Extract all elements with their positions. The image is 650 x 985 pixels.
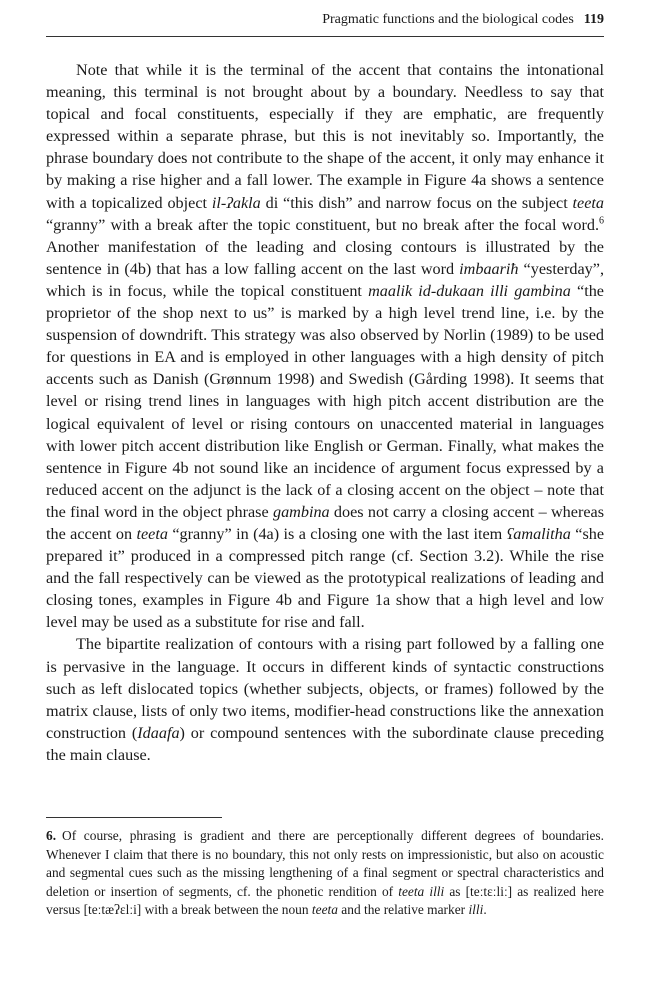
- term-amalitha: ʕamalitha: [506, 524, 571, 543]
- text-run: “yesterday”, which is in focus, while the topical constituent: [46, 259, 604, 300]
- footnote: [46, 827, 604, 920]
- text-run: and the relative marker: [337, 902, 469, 918]
- text-run: does not carry a closing accent – whereas the accent on: [46, 502, 605, 543]
- text-run: “the proprietor of the shop next to us” is marked by a high level trend line, i.e. by the suspension of downdrift. This strategy was also observed by Norlin (1989) to be used for questions in EA and is employed in other languages with a high density of pitch accents such as Danish (Grønnum 1998) and Swedish (Gårding 1998). It seems that level or rising trend lines in languages with high pitch accent distribution are the logical equivalent of level or rising contours on unaccented material in languages with lower pitch accent distribution like English or German. Finally, what makes the sentence in Figure 4b not sound like an incidence of argument focus expressed by a reduced accent on the adjunct is the lack of a closing accent on the object – note that the final word in the object phrase: [46, 281, 604, 521]
- text-run: Note that while it is the terminal of the accent that contains the intonational meaning, this terminal is not brought about by a boundary. Needless to say that topical and focal constituents, especially if they are emphatic, are frequently expressed within a separate phrase, but this is not inevitably so. Importantly, the phrase boundary does not contribute to the shape of the accent, it only may enhance it by making a rise higher and a fall lower. The example in Figure 4a shows a sentence with a topicalized object: [46, 61, 604, 212]
- footnote-marker: 6: [599, 215, 604, 227]
- text-run: “granny” with a break after the topic constituent, but no break after the focal word.: [46, 215, 599, 234]
- term-illi: illi: [468, 902, 484, 918]
- text-run: di “this dish” and narrow focus on the subject: [260, 193, 573, 212]
- text-run: Of course, phrasing is gradient and there are perceptionally different degrees of boundaries. Whenever I claim that there is no boundary, this not only rests on impressionistic, but also on acoustic and segmental cues such as the missing lengthening of a final segment or spectral characteristics and deletion or insertion of segments, cf. the phonetic rendition of: [46, 828, 604, 899]
- term-teeta: teeta: [311, 902, 338, 918]
- term-gambina: gambina: [272, 502, 330, 521]
- term-teeta: teeta: [572, 193, 604, 212]
- term-idaafa: Idaafa: [137, 723, 180, 742]
- footnote-6: [46, 827, 604, 920]
- term-teeta-illi: teeta illi: [398, 883, 445, 899]
- text-run: as [teːtɛːliː] as realized here versus [teːtæʔɛlːi] with a break between the noun: [46, 883, 604, 918]
- main-text: [46, 59, 604, 766]
- text-run: “granny” in (4a) is a closing one with the last item: [167, 524, 507, 543]
- text-run: .: [483, 902, 487, 918]
- text-run: The bipartite realization of contours with a rising part followed by a falling one is pervasive in the language. It occurs in different kinds of syntactic constructions such as left dislocated topics (whether subjects, objects, or frames) followed by the matrix clause, lists of only two items, modifier-head constructions like the annexation construction (: [46, 635, 604, 742]
- term-imbaarih: imbaariħ: [459, 259, 519, 278]
- term-il-akla: il-ʔakla: [211, 193, 261, 212]
- running-header: [46, 10, 604, 37]
- text-run: Another manifestation of the leading and closing contours is illustrated by the sentence in (4b) that has a low falling accent on the last word: [46, 237, 604, 278]
- running-title: Pragmatic functions and the biological codes: [322, 12, 574, 27]
- paragraph-1: [46, 59, 604, 633]
- text-run: “she prepared it” produced in a compressed pitch range (cf. Section 3.2). While the rise and the fall respectively can be viewed as the prototypical realizations of leading and closing tones, examples in Figure 4b and Figure 1a show that a high level and low level may be used as a substitute for rise and fall.: [46, 524, 605, 632]
- term-teeta: teeta: [136, 524, 168, 543]
- term-maalik: maalik id-dukaan illi gambina: [368, 281, 571, 300]
- footnote-number: 6.: [46, 828, 57, 843]
- paragraph-2: [46, 633, 604, 766]
- text-run: ) or compound sentences with the subordinate clause preceding the main clause.: [46, 723, 604, 764]
- footnote-divider: [46, 817, 222, 818]
- page-number: 119: [583, 12, 604, 27]
